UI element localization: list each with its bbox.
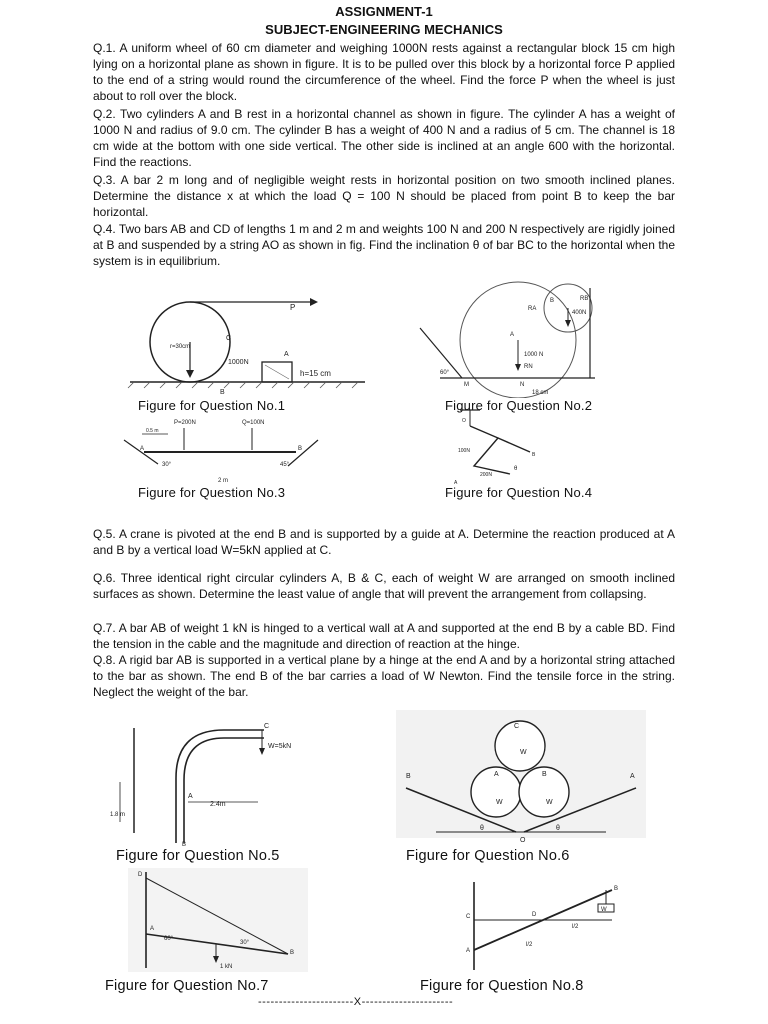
svg-text:W: W bbox=[601, 907, 607, 913]
assignment-title: ASSIGNMENT-1 bbox=[335, 4, 433, 19]
subject-title: SUBJECT-ENGINEERING MECHANICS bbox=[265, 22, 503, 37]
svg-text:r=30cm: r=30cm bbox=[170, 344, 191, 350]
figure-8-diagram bbox=[462, 880, 642, 972]
svg-text:60°: 60° bbox=[440, 370, 450, 376]
figure-6-caption: Figure for Question No.6 bbox=[406, 848, 570, 864]
svg-text:B: B bbox=[290, 950, 295, 956]
svg-text:C: C bbox=[226, 335, 232, 342]
svg-text:D: D bbox=[138, 872, 143, 878]
figure-6-diagram bbox=[396, 710, 646, 844]
svg-text:RB: RB bbox=[580, 296, 589, 302]
svg-text:W: W bbox=[496, 799, 503, 806]
figure-1-caption: Figure for Question No.1 bbox=[138, 398, 286, 413]
svg-text:P=200N: P=200N bbox=[174, 420, 196, 426]
svg-text:B: B bbox=[550, 298, 555, 304]
svg-text:RN: RN bbox=[524, 364, 533, 370]
question-6: Q.6. Three identical right circular cylinders A, B & C, each of weight W are arranged on smooth inclined surfaces as shown. Determine the least value of angle that will prevent the arrangement from collapsing. bbox=[93, 571, 675, 601]
figure-1-diagram bbox=[120, 290, 380, 400]
figure-4-caption: Figure for Question No.4 bbox=[445, 485, 593, 500]
svg-text:1 kN: 1 kN bbox=[220, 964, 233, 970]
svg-text:B: B bbox=[614, 886, 619, 892]
svg-text:h=15 cm: h=15 cm bbox=[300, 369, 331, 378]
figure-7-caption: Figure for Question No.7 bbox=[105, 978, 269, 994]
question-7: Q.7. A bar AB of weight 1 kN is hinged to a vertical wall at A and supported at the end B by a cable BD. Find the tension in the cable and the magnitude and direction of reaction at the hinge. bbox=[93, 621, 675, 651]
figure-7-diagram bbox=[128, 868, 308, 972]
svg-text:A: A bbox=[188, 793, 193, 800]
svg-text:30°: 30° bbox=[162, 462, 172, 468]
figure-4-diagram bbox=[440, 408, 550, 486]
svg-text:0.5 m: 0.5 m bbox=[146, 428, 159, 434]
svg-text:B: B bbox=[406, 773, 411, 780]
svg-text:O: O bbox=[520, 837, 526, 844]
svg-text:θ: θ bbox=[480, 825, 484, 832]
svg-text:B: B bbox=[532, 452, 536, 458]
svg-text:60°: 60° bbox=[164, 936, 174, 942]
svg-text:1000N: 1000N bbox=[228, 359, 249, 366]
svg-text:W=5kN: W=5kN bbox=[268, 743, 292, 750]
question-8: Q.8. A rigid bar AB is supported in a vertical plane by a hinge at the end A and by a horizontal string attached to the bar as shown. The end B of the bar carries a load of W Newton. Find the tensile force in the string. Neglect the weight of the bar. bbox=[93, 653, 675, 699]
svg-text:A: A bbox=[510, 332, 515, 338]
svg-text:2.4m: 2.4m bbox=[210, 801, 226, 808]
svg-text:A: A bbox=[494, 771, 499, 778]
svg-text:A: A bbox=[140, 446, 145, 452]
svg-text:W: W bbox=[546, 799, 553, 806]
question-2: Q.2. Two cylinders A and B rest in a horizontal channel as shown in figure. The cylinder A has a weight of 1000 N and radius of 9.0 cm. The cylinder B has a weight of 400 N and a radius of 5 cm. The channel is 18 cm wide at the bottom with one side vertical. The other side is inclined at an angle 600 with the horizontal. Find the reactions. bbox=[93, 107, 675, 169]
svg-text:45°: 45° bbox=[280, 462, 290, 468]
svg-text:18 cm: 18 cm bbox=[532, 390, 549, 396]
svg-text:B: B bbox=[298, 446, 303, 452]
svg-text:1000 N: 1000 N bbox=[524, 352, 544, 358]
svg-text:O: O bbox=[462, 418, 466, 424]
svg-text:A: A bbox=[466, 948, 471, 954]
question-1: Q.1. A uniform wheel of 60 cm diameter and weighing 1000N rests against a rectangular block 15 cm high lying on a horizontal plane as shown in figure. It is to be pulled over this block by a horizontal force P applied to the end of a string would round the circumference of the wheel. Find the force P when the wheel is just about to roll over the block. bbox=[93, 41, 675, 103]
question-3: Q.3. A bar 2 m long and of negligible weight rests in horizontal position on two smooth inclined planes. Determine the distance x at which the load Q = 100 N should be placed from point B to keep the bar horizontal. bbox=[93, 173, 675, 219]
svg-text:P: P bbox=[290, 303, 296, 312]
svg-text:C: C bbox=[264, 723, 270, 730]
svg-text:C: C bbox=[466, 914, 471, 920]
svg-text:W: W bbox=[520, 749, 527, 756]
svg-text:θ: θ bbox=[514, 466, 518, 472]
svg-text:D: D bbox=[532, 912, 537, 918]
svg-text:200N: 200N bbox=[480, 472, 492, 478]
svg-text:400N: 400N bbox=[572, 310, 587, 316]
figure-8-caption: Figure for Question No.8 bbox=[420, 978, 584, 994]
svg-text:M: M bbox=[464, 382, 469, 388]
svg-text:A: A bbox=[454, 480, 458, 486]
svg-text:A: A bbox=[630, 773, 635, 780]
svg-text:1.8 m: 1.8 m bbox=[110, 812, 126, 818]
figure-2-caption: Figure for Question No.2 bbox=[445, 398, 593, 413]
svg-text:2 m: 2 m bbox=[218, 478, 229, 484]
question-5: Q.5. A crane is pivoted at the end B and is supported by a guide at A. Determine the reaction produced at A and B by a vertical load W=5kN applied at C. bbox=[93, 527, 675, 557]
svg-text:θ: θ bbox=[556, 825, 560, 832]
figure-2-diagram bbox=[400, 278, 600, 398]
svg-text:l/2: l/2 bbox=[572, 924, 579, 930]
svg-text:B: B bbox=[542, 771, 547, 778]
svg-text:l/2: l/2 bbox=[526, 942, 533, 948]
figure-3-caption: Figure for Question No.3 bbox=[138, 485, 286, 500]
svg-text:30°: 30° bbox=[240, 940, 250, 946]
svg-text:N: N bbox=[520, 382, 525, 388]
figure-5-diagram bbox=[104, 718, 304, 848]
question-4: Q.4. Two bars AB and CD of lengths 1 m and 2 m and weights 100 N and 200 N respectively are rigidly joined at B and suspended by a string AO as shown in fig. Find the inclination θ of bar BC to the horizontal when the system is in equilibrium. bbox=[93, 222, 675, 268]
figure-5-caption: Figure for Question No.5 bbox=[116, 848, 280, 864]
svg-text:100N: 100N bbox=[458, 448, 470, 454]
figure-3-diagram bbox=[118, 414, 328, 486]
svg-text:A: A bbox=[150, 926, 155, 932]
svg-text:C: C bbox=[514, 723, 520, 730]
svg-text:RA: RA bbox=[528, 306, 537, 312]
svg-text:B: B bbox=[220, 389, 225, 396]
svg-text:Q=100N: Q=100N bbox=[242, 420, 265, 426]
footer-separator: -----------------------X---------------------- bbox=[258, 996, 454, 1008]
svg-text:A: A bbox=[284, 351, 289, 358]
svg-text:B: B bbox=[182, 842, 187, 848]
